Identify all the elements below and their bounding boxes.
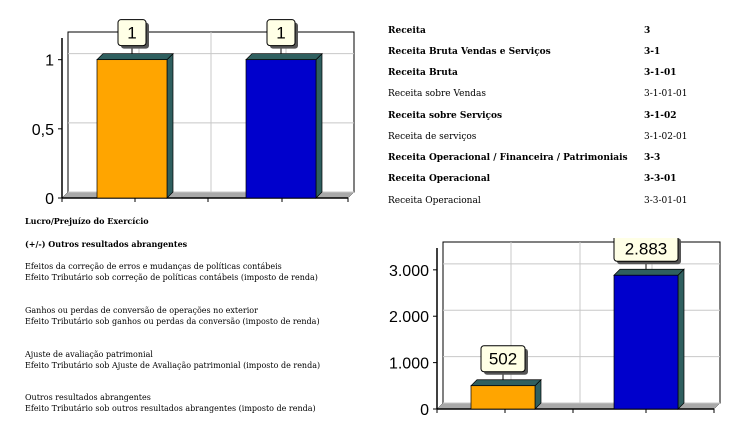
account-code: 3-1-02 bbox=[644, 111, 677, 121]
account-row bbox=[388, 151, 733, 172]
account-row bbox=[388, 66, 733, 87]
account-name: Receita Operacional bbox=[388, 174, 491, 184]
bar bbox=[614, 275, 678, 409]
list-item: Efeito Tributário sob correção de políticas contábeis (imposto de renda) bbox=[25, 273, 318, 282]
y-tick-label: 1 bbox=[45, 52, 54, 70]
account-row bbox=[388, 87, 733, 108]
bar-top bbox=[97, 54, 173, 60]
list-item: Ganhos ou perdas de conversão de operações no exterior bbox=[25, 306, 258, 315]
bar-side bbox=[678, 269, 684, 409]
account-name: Receita Operacional bbox=[388, 196, 481, 206]
list-item: Efeitos da correção de erros e mudanças de políticas contábeis bbox=[25, 262, 282, 271]
account-name: Receita bbox=[388, 26, 426, 36]
list-item: Ajuste de avaliação patrimonial bbox=[25, 350, 153, 359]
account-code: 3-3 bbox=[644, 153, 661, 163]
bar-top bbox=[614, 269, 684, 275]
account-name: Receita Operacional / Financeira / Patrimoniais bbox=[388, 153, 628, 163]
account-name: Receita sobre Serviços bbox=[388, 111, 503, 121]
chart-bottom-right bbox=[360, 238, 733, 426]
account-code: 3-1-01 bbox=[644, 68, 677, 78]
bar-chart-2-svg bbox=[360, 238, 733, 426]
y-tick-label: 2.000 bbox=[388, 309, 429, 327]
account-row bbox=[388, 24, 733, 45]
account-name: Receita Bruta bbox=[388, 68, 458, 78]
data-label: 2.883 bbox=[624, 239, 668, 259]
list-item: Efeito Tributário sob outros resultados abrangentes (imposto de renda) bbox=[25, 404, 316, 413]
bar-side bbox=[316, 54, 322, 198]
y-tick-label: 0 bbox=[45, 191, 54, 208]
bar-side bbox=[167, 54, 173, 198]
chart-top-left bbox=[0, 0, 370, 212]
account-code: 3-1 bbox=[644, 47, 661, 57]
account-row bbox=[388, 109, 733, 130]
account-row bbox=[388, 130, 733, 151]
account-code: 3-3-01 bbox=[644, 174, 677, 184]
account-row bbox=[388, 194, 733, 215]
y-tick-label: 0 bbox=[420, 402, 429, 419]
profit-title: Lucro/Prejuízo do Exercício bbox=[25, 216, 149, 226]
bar bbox=[97, 60, 167, 198]
y-tick-label: 3.000 bbox=[388, 262, 429, 280]
y-tick-label: 0,5 bbox=[31, 121, 54, 139]
bar-top bbox=[246, 54, 322, 60]
list-item: Outros resultados abrangentes bbox=[25, 393, 151, 402]
other-results-title: (+/-) Outros resultados abrangentes bbox=[25, 239, 188, 249]
bar bbox=[246, 60, 316, 198]
account-code: 3-1-02-01 bbox=[644, 132, 688, 142]
bar-top bbox=[471, 380, 541, 386]
list-item: Efeito Tributário sob Ajuste de Avaliação patrimonial (imposto de renda) bbox=[25, 361, 321, 370]
bar bbox=[471, 386, 535, 409]
account-name: Receita sobre Vendas bbox=[388, 89, 487, 99]
account-name: Receita de serviços bbox=[388, 132, 477, 142]
account-code: 3-3-01-01 bbox=[644, 196, 688, 206]
list-item: Efeito Tributário sob ganhos ou perdas da conversão (imposto de renda) bbox=[25, 317, 320, 326]
account-code: 3 bbox=[644, 26, 651, 36]
y-tick-label: 1.000 bbox=[388, 355, 429, 373]
account-name: Receita Bruta Vendas e Serviços bbox=[388, 47, 551, 57]
data-label: 502 bbox=[488, 349, 518, 369]
account-row bbox=[388, 172, 733, 193]
bar-chart-1-svg bbox=[0, 0, 370, 212]
account-code: 3-1-01-01 bbox=[644, 89, 688, 99]
data-label: 1 bbox=[276, 23, 286, 43]
data-label: 1 bbox=[127, 23, 137, 43]
account-row bbox=[388, 45, 733, 66]
